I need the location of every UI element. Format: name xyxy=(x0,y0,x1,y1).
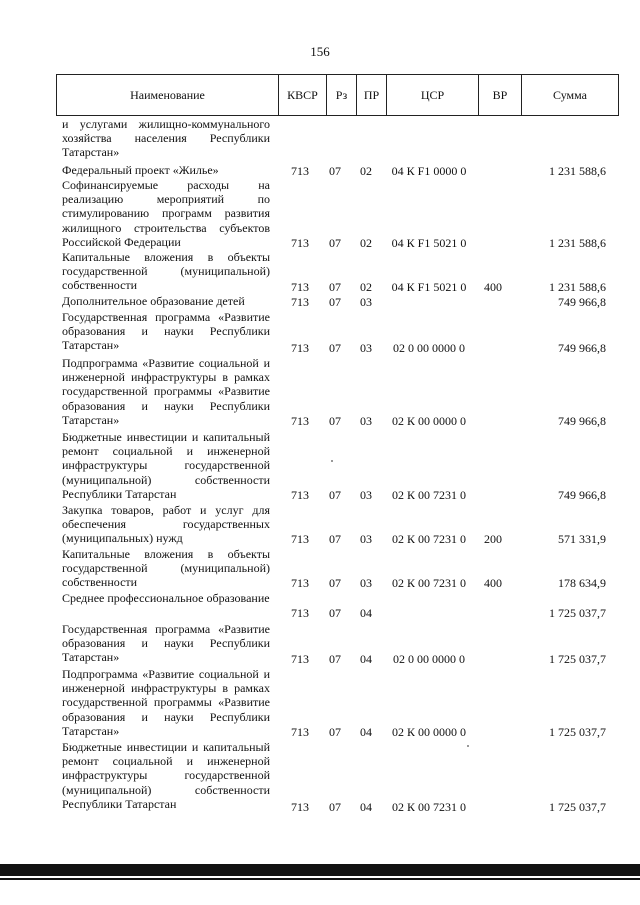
row-kvsr: 713 xyxy=(291,532,309,546)
row-kvsr: 713 xyxy=(291,414,309,428)
row-rz: 07 xyxy=(329,606,341,620)
header-pr: ПР xyxy=(356,75,386,115)
row-sum: 1 231 588,6 xyxy=(549,280,606,294)
row-csr: 02 К 00 7231 0 xyxy=(391,488,466,502)
row-sum: 1 231 588,6 xyxy=(549,164,606,178)
row-rz: 07 xyxy=(329,280,341,294)
row-csr: 04 К F1 0000 0 xyxy=(391,164,467,178)
row-name: Капитальные вложения в объекты государственной (муниципальной) собственности xyxy=(62,250,270,293)
row-csr: 02 К 00 0000 0 xyxy=(391,414,466,428)
header-rz: Рз xyxy=(326,75,356,115)
row-kvsr: 713 xyxy=(291,341,309,355)
row-sum: 749 966,8 xyxy=(558,295,606,309)
table-row xyxy=(0,740,640,814)
row-name: Подпрограмма «Развитие социальной и инженерной инфраструктуры в рамках государственной программы «Развитие образования и науки Республики Татарстан» xyxy=(62,356,270,427)
row-rz: 07 xyxy=(329,236,341,250)
row-name: Среднее профессиональное образование xyxy=(62,591,270,605)
row-pr: 03 xyxy=(360,414,372,428)
table-row xyxy=(0,667,640,739)
header-name: Наименование xyxy=(130,88,205,102)
row-kvsr: 713 xyxy=(291,295,309,309)
row-kvsr: 713 xyxy=(291,800,309,814)
row-pr: 03 xyxy=(360,532,372,546)
table-row xyxy=(0,294,640,309)
row-csr: 02 К 00 7231 0 xyxy=(391,532,466,546)
row-rz: 07 xyxy=(329,652,341,666)
row-sum: 1 725 037,7 xyxy=(549,725,606,739)
row-name: и услугами жилищно-коммунального хозяйства населения Республики Татарстан» xyxy=(62,117,270,160)
row-pr: 04 xyxy=(360,606,372,620)
row-pr: 02 xyxy=(360,280,372,294)
page-number: 156 xyxy=(310,44,330,59)
row-sum: 749 966,8 xyxy=(558,488,606,502)
row-rz: 07 xyxy=(329,414,341,428)
row-name: Закупка товаров, работ и услуг для обеспечения государственных (муниципальных) нужд xyxy=(62,503,270,546)
row-csr: 02 0 00 0000 0 xyxy=(393,652,465,666)
row-name: Государственная программа «Развитие образования и науки Республики Татарстан» xyxy=(62,310,270,353)
row-sum: 1 725 037,7 xyxy=(549,606,606,620)
row-kvsr: 713 xyxy=(291,576,309,590)
table-row xyxy=(0,503,640,546)
row-sum: 1 725 037,7 xyxy=(549,652,606,666)
row-kvsr: 713 xyxy=(291,606,309,620)
table-row xyxy=(0,163,640,178)
row-kvsr: 713 xyxy=(291,164,309,178)
row-kvsr: 713 xyxy=(291,488,309,502)
table-row xyxy=(0,178,640,250)
row-kvsr: 713 xyxy=(291,280,309,294)
row-rz: 07 xyxy=(329,576,341,590)
row-name: Государственная программа «Развитие образования и науки Республики Татарстан» xyxy=(62,622,270,665)
table-row xyxy=(0,547,640,590)
row-csr: 02 К 00 7231 0 xyxy=(391,576,466,590)
header-sum: Сумма xyxy=(521,75,618,115)
row-pr: 03 xyxy=(360,341,372,355)
row-pr: 03 xyxy=(360,488,372,502)
row-name: Софинансируемые расходы на реализацию мероприятий по стимулированию программ развития жилищного строительства субъектов Российской Федерации xyxy=(62,178,270,249)
header-vr: ВР xyxy=(478,75,521,115)
row-rz: 07 xyxy=(329,164,341,178)
row-kvsr: 713 xyxy=(291,725,309,739)
scan-bottom-bar xyxy=(0,864,640,876)
row-vr: 400 xyxy=(484,576,502,590)
row-name: Федеральный проект «Жилье» xyxy=(62,163,219,177)
row-sum: 1 231 588,6 xyxy=(549,236,606,250)
row-name: Капитальные вложения в объекты государственной (муниципальной) собственности xyxy=(62,547,270,590)
row-rz: 07 xyxy=(329,341,341,355)
table-row xyxy=(0,622,640,666)
row-vr: 200 xyxy=(484,532,502,546)
row-name: Бюджетные инвестиции и капитальный ремонт социальной и инженерной инфраструктуры государственной (муниципальной) собственности Республики Татарстан xyxy=(62,740,270,811)
table-row xyxy=(0,250,640,294)
row-csr: 04 К F1 5021 0 xyxy=(391,236,467,250)
row-pr: 02 xyxy=(360,236,372,250)
row-csr: 02 0 00 0000 0 xyxy=(393,341,465,355)
row-pr: 04 xyxy=(360,652,372,666)
row-csr: 02 К 00 0000 0 xyxy=(391,725,466,739)
table-row xyxy=(0,356,640,428)
row-sum: 749 966,8 xyxy=(558,414,606,428)
row-kvsr: 713 xyxy=(291,652,309,666)
row-sum: 1 725 037,7 xyxy=(549,800,606,814)
row-rz: 07 xyxy=(329,488,341,502)
row-sum: 749 966,8 xyxy=(558,341,606,355)
row-sum: 178 634,9 xyxy=(558,576,606,590)
row-pr: 02 xyxy=(360,164,372,178)
row-pr: 03 xyxy=(360,295,372,309)
row-name: Подпрограмма «Развитие социальной и инженерной инфраструктуры в рамках государственной программы «Развитие образования и науки Республики Татарстан» xyxy=(62,667,270,738)
table-row xyxy=(0,591,640,620)
row-pr: 04 xyxy=(360,725,372,739)
row-rz: 07 xyxy=(329,532,341,546)
row-csr: 04 К F1 5021 0 xyxy=(391,280,467,294)
row-rz: 07 xyxy=(329,725,341,739)
scan-bottom-line xyxy=(0,878,640,880)
scan-speck xyxy=(467,745,469,747)
row-sum: 571 331,9 xyxy=(558,532,606,546)
row-kvsr: 713 xyxy=(291,236,309,250)
scan-speck xyxy=(331,460,333,462)
row-pr: 04 xyxy=(360,800,372,814)
row-rz: 07 xyxy=(329,800,341,814)
table-row xyxy=(0,430,640,502)
row-vr: 400 xyxy=(484,280,502,294)
row-name: Бюджетные инвестиции и капитальный ремонт социальной и инженерной инфраструктуры государственной (муниципальной) собственности Республики Татарстан xyxy=(62,430,270,501)
table-row xyxy=(0,117,640,163)
header-kvsr: КВСР xyxy=(278,75,326,115)
row-rz: 07 xyxy=(329,295,341,309)
row-name: Дополнительное образование детей xyxy=(62,294,245,308)
header-csr: ЦСР xyxy=(386,75,478,115)
row-pr: 03 xyxy=(360,576,372,590)
table-row xyxy=(0,310,640,355)
row-csr: 02 К 00 7231 0 xyxy=(391,800,466,814)
